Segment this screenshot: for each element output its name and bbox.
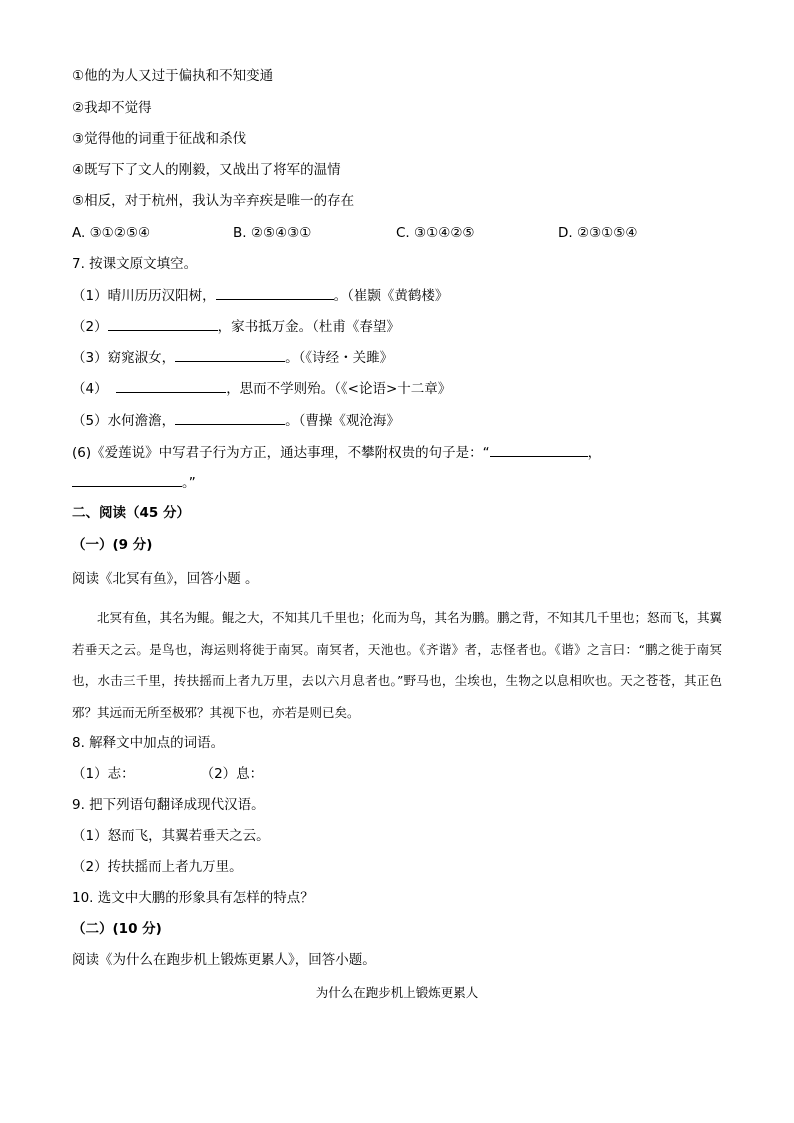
q7-item-6-cont (72, 472, 196, 493)
part-1-title: （一）(9 分) (72, 537, 153, 553)
answer-blank[interactable] (216, 285, 334, 300)
answer-blank[interactable] (490, 442, 588, 457)
q7-item-2-pre: （2） (72, 319, 108, 335)
q7-item-6-end: 。” (182, 475, 196, 491)
sentence-5: ⑤相反，对于杭州，我认为辛弃疾是唯一的存在 (72, 193, 355, 209)
q8-item-1: （1）志： (72, 766, 135, 782)
q7-item-3 (72, 347, 393, 368)
article-title: 为什么在跑步机上锻炼更累人 (315, 985, 479, 1000)
q7-item-4-pre: （4） (72, 381, 108, 397)
q7-item-5 (72, 410, 400, 431)
q7-item-6 (72, 442, 601, 463)
option-d: D. ②③①⑤④ (558, 225, 638, 241)
sentence-2: ②我却不觉得 (72, 100, 152, 116)
sentence-4: ④既写下了文人的刚毅，又战出了将军的温情 (72, 162, 341, 178)
answer-blank[interactable] (175, 410, 285, 425)
q7-item-3-pre: （3）窈窕淑女， (72, 350, 176, 366)
q7-item-6-pre: (6)《爱莲说》中写君子行为方正，通达事理，不攀附权贵的句子是：“ (72, 445, 490, 461)
q7-item-4 (72, 378, 451, 399)
answer-blank[interactable] (116, 378, 226, 393)
q7-item-5-pre: （5）水何澹澹， (72, 413, 176, 429)
question-8-title: 8. 解释文中加点的词语。 (72, 735, 225, 751)
question-7-title: 7. 按课文原文填空。 (72, 256, 198, 272)
option-c: C. ③①④②⑤ (396, 225, 475, 241)
q8-item-2: （2）息： (200, 766, 264, 782)
q7-item-2 (72, 316, 400, 337)
q7-item-5-post: 。（曹操《观沧海》 (285, 413, 400, 429)
q7-item-1-pre: （1）晴川历历汉阳树， (72, 288, 216, 304)
q7-item-1-post: 。（崔颢《黄鹤楼》 (333, 288, 449, 304)
q9-item-2: （2）抟扶摇而上者九万里。 (72, 859, 243, 875)
q7-item-6-mid: ， (587, 445, 602, 461)
question-9-title: 9. 把下列语句翻译成现代汉语。 (72, 797, 265, 813)
q7-item-4-post: ，思而不学则殆。（《<论语>十二章》 (226, 381, 452, 397)
part-1-intro: 阅读《北冥有鱼》，回答小题 。 (72, 571, 259, 587)
sentence-1: ①他的为人又过于偏执和不知变通 (72, 68, 274, 84)
q7-item-3-post: 。（《诗经・关雎》 (285, 350, 394, 366)
q9-item-1: （1）怒而飞，其翼若垂天之云。 (72, 828, 270, 844)
answer-blank[interactable] (72, 472, 182, 487)
q7-item-2-post: ，家书抵万金。（杜甫《春望》 (217, 319, 400, 335)
sentence-3: ③觉得他的词重于征战和杀伐 (72, 131, 247, 147)
answer-blank[interactable] (175, 347, 285, 362)
passage-beiming-youyu: 北冥有鱼，其名为鲲。鲲之大，不知其几千里也；化而为鸟，其名为鹏。鹏之背，不知其几千里也；怒而飞，其翼若垂天之云。是鸟也，海运则将徙于南冥。南冥者，天池也。《齐谐》者，志怪者也。《谐》之言曰：“鹏之徙于南冥也，水击三千里，抟扶摇而上者九万里，去以六月息者也。”野马也，尘埃也，生物之以息相吹也。天之苍苍，其正色邪？其远而无所至极邪？其视下也，亦若是则已矣。 (72, 610, 723, 720)
q7-item-1 (72, 285, 448, 306)
section-2-title: 二、阅读（45 分） (72, 505, 190, 521)
part-2-title: （二）(10 分) (72, 921, 162, 937)
option-a: A. ③①②⑤④ (72, 225, 151, 241)
option-b: B. ②⑤④③① (233, 225, 312, 241)
q8-items (72, 764, 263, 784)
question-10-title: 10. 选文中大鹏的形象具有怎样的特点？ (72, 890, 314, 906)
answer-blank[interactable] (108, 316, 218, 331)
part-2-intro: 阅读《为什么在跑步机上锻炼更累人》，回答小题。 (72, 952, 376, 968)
